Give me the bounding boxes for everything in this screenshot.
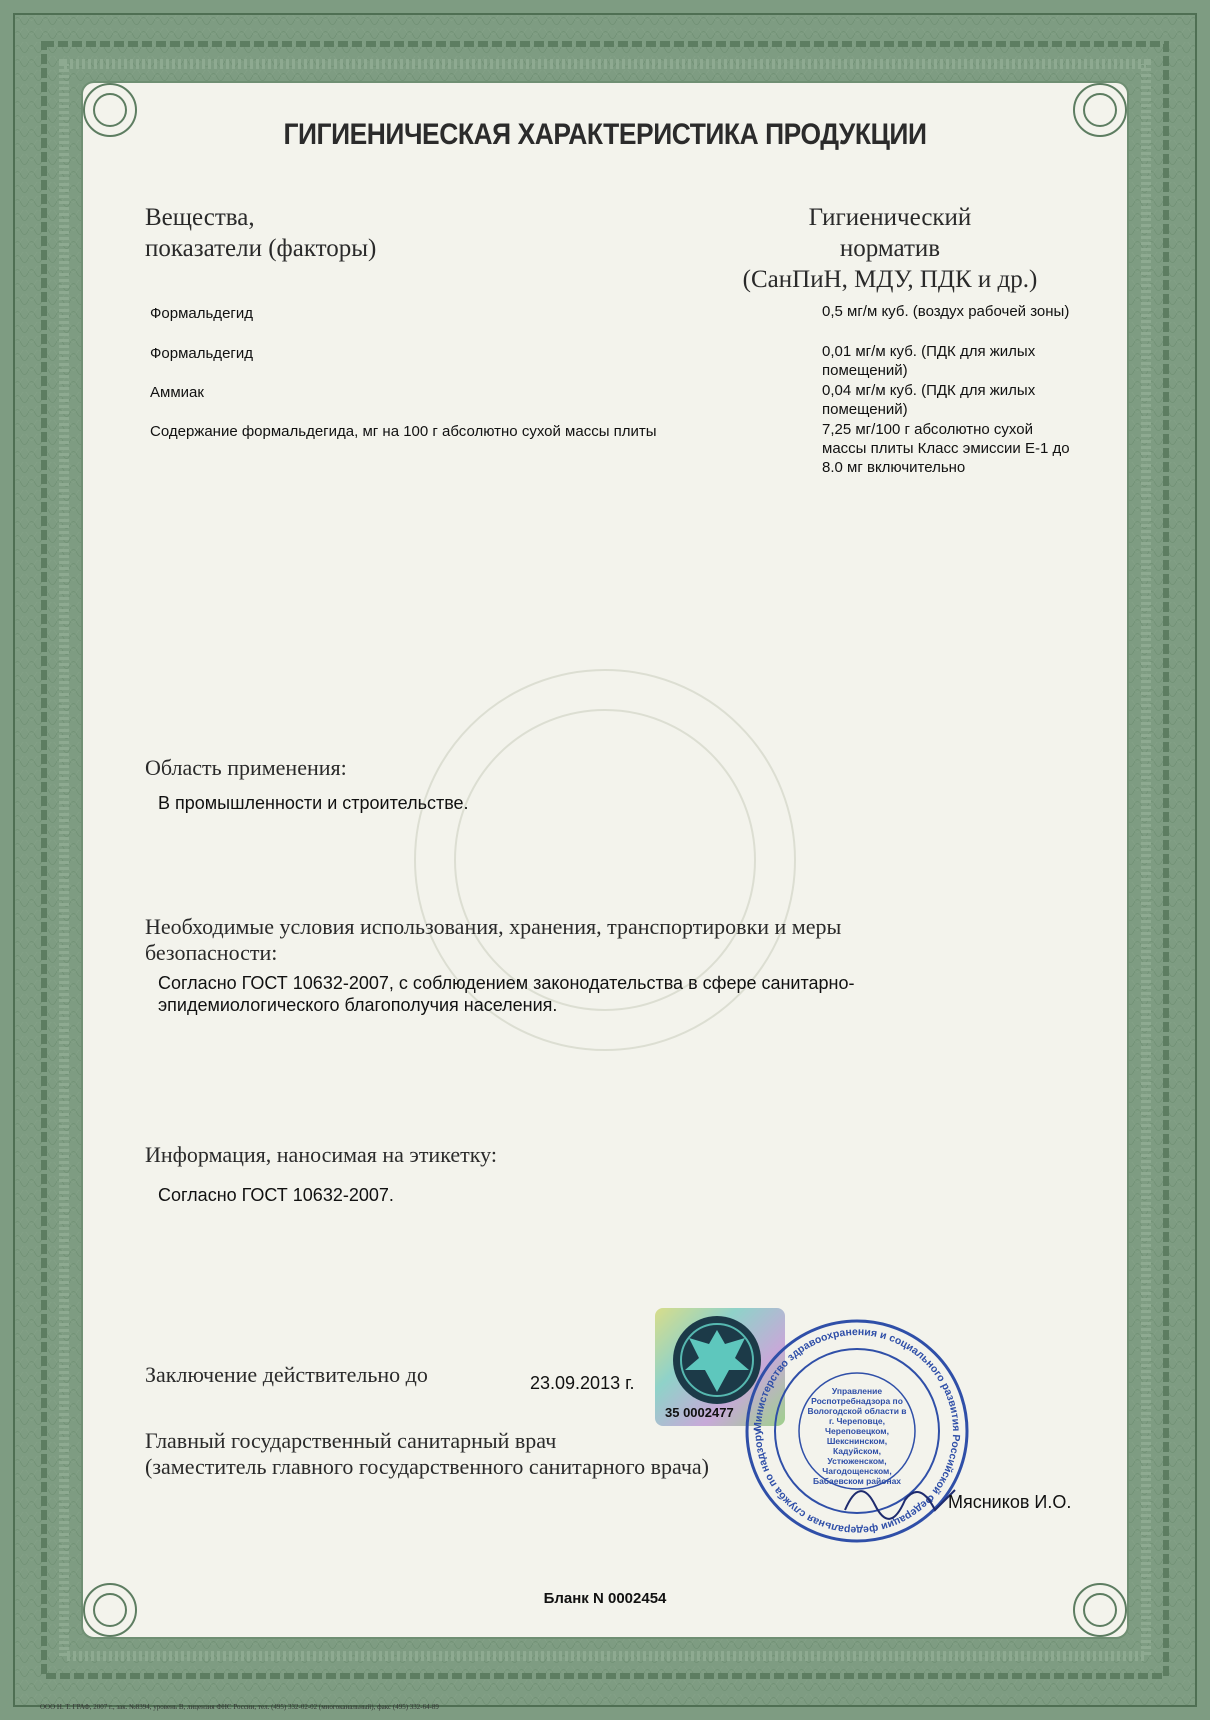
svg-text:Министерство здравоохранения и: Министерство здравоохранения и социального развития Российской Федерации федеральная служба по надзору [751,1325,963,1537]
norm-header-line1: Гигиенический [808,204,972,231]
substance-name: Формальдегид [150,345,254,362]
substances-header-line1: Вещества, [145,204,255,231]
conditions-label-line1: Необходимые условия использования, хранения, транспортировки и меры [145,914,842,939]
document-title: ГИГИЕНИЧЕСКАЯ ХАРАКТЕРИСТИКА ПРОДУКЦИИ [283,118,927,151]
substance-name: Формальдегид [150,305,254,322]
validity-label: Заключение действительно до [145,1362,428,1387]
application-label: Область применения: [145,755,347,780]
substance-name: Содержание формальдегида, мг на 100 г абсолютно сухой массы плиты [150,423,657,440]
blank-number: Бланк N 0002454 [543,1590,667,1607]
signatory-name: Мясников И.О. [948,1492,1072,1512]
norm-value: 0,5 мг/м куб. (воздух рабочей зоны) [822,303,1070,320]
conditions-text-line1: Согласно ГОСТ 10632-2007, с соблюдением законодательства в сфере санитарно- [158,973,855,993]
norm-header [730,202,1050,295]
label-info-text: Согласно ГОСТ 10632-2007. [158,1185,394,1205]
signatory-title-line2: (заместитель главного государственного санитарного врача) [145,1454,710,1479]
application-text: В промышленности и строительстве. [158,793,469,813]
signature-icon [840,1470,960,1530]
stamp-inner-text: Управление Роспотребнадзора по Вологодской области в г. Череповце, Череповецком, Шекснинском, Кадуйском, Устюженском, Чагодощенском, Бабаевском районах [807,1386,907,1486]
substances-header-line2: показатели (факторы) [145,235,377,262]
conditions-text [158,972,1058,1016]
signatory-title-line1: Главный государственный санитарный врач [145,1428,557,1453]
substances-header [145,202,376,264]
printer-imprint: ООО Н. Т. ГРАФ, 2007 г., зак. №8394, уровень В, лицензия ФНС России, тел. (495) 332-02-02 (многоканальный), факс (495) 332-64-89 [40,1703,439,1711]
validity-date: 23.09.2013 г. [530,1373,635,1393]
signatory-title [145,1428,765,1480]
norm-header-line3: (СанПиН, МДУ, ПДК и др.) [742,266,1038,293]
norm-value: 0,01 мг/м куб. (ПДК для жилых помещений) [822,343,1036,379]
substance-name: Аммиак [150,384,204,401]
conditions-label [145,914,1045,966]
conditions-label-line2: безопасности: [145,940,278,965]
conditions-text-line2: эпидемиологического благополучия населения. [158,995,558,1015]
label-info-label: Информация, наносимая на этикетку: [145,1142,497,1167]
norm-value: 0,04 мг/м куб. (ПДК для жилых помещений) [822,382,1036,418]
norm-header-line2: норматив [839,235,941,262]
norm-value: 7,25 мг/100 г абсолютно сухой массы плиты Класс эмиссии Е-1 до 8.0 мг включительно [822,421,1070,476]
hologram-number: 35 0002477 [665,1405,734,1420]
